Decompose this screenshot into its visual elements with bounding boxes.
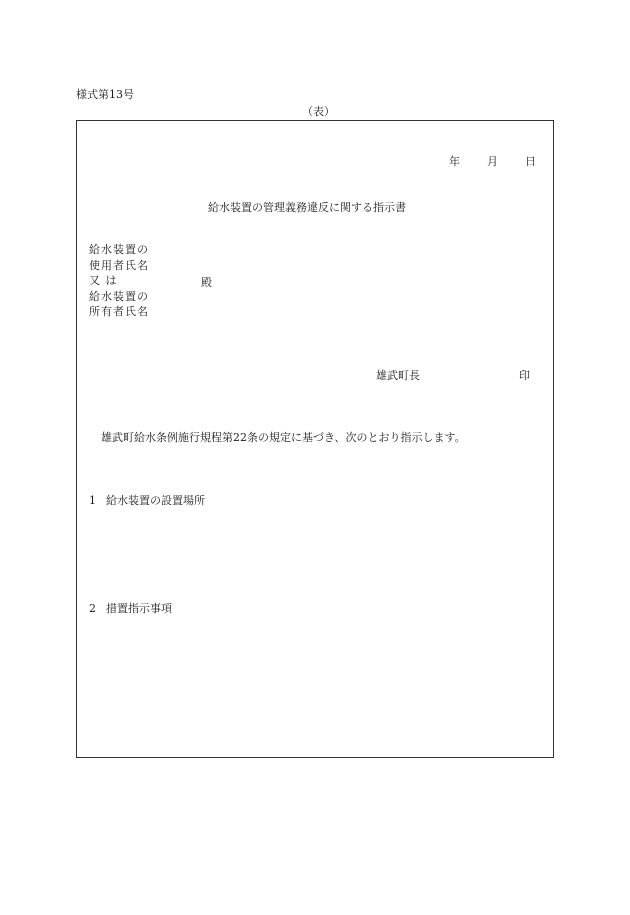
date-day-label: 日	[525, 155, 536, 168]
issuer-name: 雄武町長	[376, 369, 420, 382]
recipient-line: 給水装置の	[89, 243, 149, 256]
honorific: 殿	[201, 276, 212, 289]
section-number: 1	[89, 494, 96, 507]
date-year-label: 年	[449, 155, 460, 168]
recipient-line: 使用者氏名	[89, 258, 149, 272]
document-title: 給水装置の管理義務違反に関する指示書	[208, 201, 406, 214]
seal-mark: 印	[519, 369, 530, 382]
side-label: （表）	[302, 105, 335, 118]
section-label: 措置指示事項	[106, 602, 172, 615]
section-item	[89, 492, 205, 508]
date-month-label: 月	[487, 155, 498, 168]
date-row	[449, 153, 536, 169]
form-number: 様式第13号	[76, 88, 134, 101]
section-number: 2	[89, 602, 96, 615]
section-label: 給水装置の設置場所	[106, 494, 205, 507]
recipient-line: 又 は	[89, 274, 118, 288]
recipient-line: 所有者氏名	[89, 305, 149, 319]
recipient-block	[89, 242, 149, 320]
section-item	[89, 600, 172, 616]
recipient-line: 給水装置の	[89, 289, 149, 303]
body-text: 雄武町給水条例施行規程第22条の規定に基づき、次のとおり指示します。	[101, 431, 466, 444]
